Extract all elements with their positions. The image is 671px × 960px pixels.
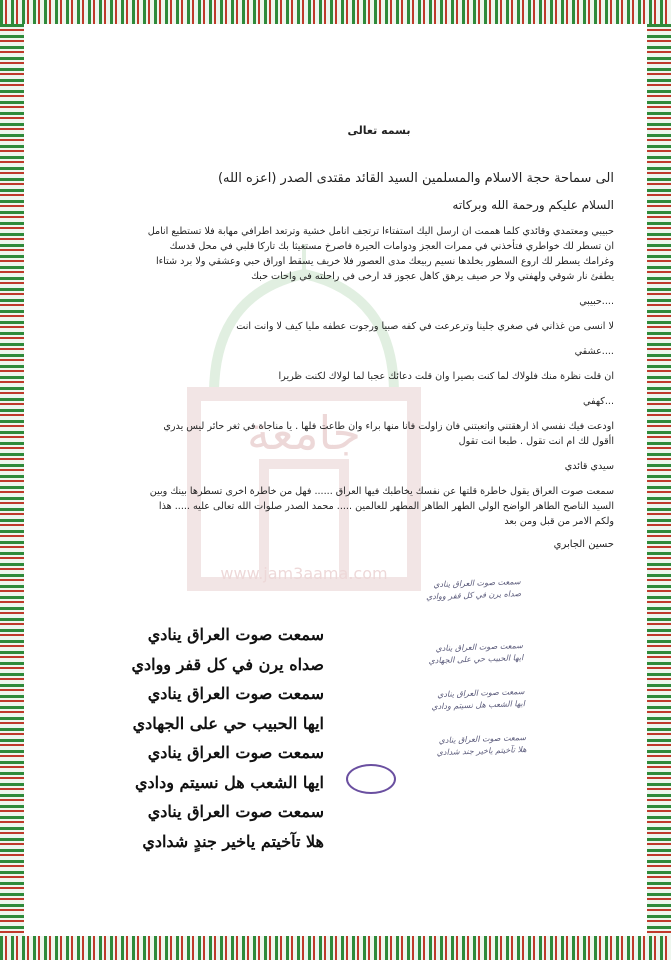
decorative-border-top bbox=[0, 0, 671, 24]
handwritten-line: ايها الشعب هل نسيتم ودادي bbox=[431, 699, 526, 712]
typed-letter bbox=[144, 124, 614, 550]
handwritten-line: سمعت صوت العراق ينادي bbox=[433, 577, 521, 590]
letter-paragraph: حبيبي ومعتمدي وقائدي كلما هممت ان ارسل اليك استفتاءا ترتجف انامل خشية وترتعد اطرافي مهابة فلا تستطيع انامل ان تسطر لك خواطري فتأخذني في ممرات العجز ودوامات الحيرة فاصرخ مستغيثا بك تاركا قلبي في محل قدسك وغرامك يسطر لك اروع السطور يخلدها نسيم ربيعك مدى العصور فلا خريف يسقط اوراق حبي وعشقي ولا برد شتاءا يطفئ نار شوقي ولهفتي ولا حر صيف يرهق كاهل عجوز قد ارخى في راحلته في واحات حبك bbox=[147, 226, 614, 282]
handwritten-pair bbox=[351, 576, 522, 606]
watermark-url: www.jam3aama.com bbox=[220, 564, 388, 583]
handwritten-line: هلا تآخيتم ياخير جند شدادي bbox=[436, 744, 527, 758]
handwritten-pair bbox=[354, 686, 525, 716]
watermark-text: جامعة bbox=[247, 406, 361, 460]
handwritten-pair bbox=[353, 640, 524, 670]
letter-address: الى سماحة حجة الاسلام والمسلمين السيد القائد مقتدى الصدر (اعزه الله) bbox=[217, 171, 614, 186]
signature-stamp bbox=[346, 764, 396, 794]
poem-line: سمعت صوت العراق ينادي bbox=[147, 625, 324, 644]
decorative-border-right bbox=[647, 24, 671, 936]
poem-line: صداه يرن في كل قفر ووادي bbox=[131, 654, 324, 674]
letter-paragraph: اودعت فيك نفسي اذ ارهقتني واتعبتني فان زاولت فانا منها براء وان طاعت فلها . يا مناجاة في ثغر حائر ليس يدري اأقول لك ام انت تقول . طبعا انت تقول bbox=[163, 421, 614, 447]
letter-paragraph: ....حبيبي bbox=[579, 296, 614, 307]
handwritten-line: ايها الحبيب حي على الجهادي bbox=[428, 653, 524, 666]
poem-line: سمعت صوت العراق ينادي bbox=[147, 743, 324, 762]
handwritten-line: سمعت صوت العراق ينادي bbox=[436, 687, 525, 700]
decorative-border-left bbox=[0, 24, 24, 936]
poem-line: سمعت صوت العراق ينادي bbox=[147, 684, 324, 703]
poem-line: سمعت صوت العراق ينادي bbox=[147, 802, 324, 821]
decorative-border-bottom bbox=[0, 936, 671, 960]
handwritten-line: سمعت صوت العراق ينادي bbox=[435, 641, 524, 654]
basmala-heading: بسمه تعالى bbox=[347, 124, 411, 137]
letter-paragraph: سمعت صوت العراق يقول خاطرة قلتها عن نفسك يخاطبك فيها العراق ...... فهل من خاطرة اخرى تسطرها بينك وبين السيد الناصح الطاهر الواضح الولي الطهر الطاهر المطهر للعالمين ..... محمد الصدر صلوات الله تعالى عليه ..... هذا ولكم الامر من قبل ومن بعد bbox=[149, 486, 614, 527]
poem-line: هلا تآخيتم ياخير جندٍ شدادي bbox=[142, 831, 324, 851]
letter-body bbox=[144, 224, 614, 529]
letter-paragraph: لا انسى من غذاني في صغري جلينا وترعرعت في كفه صبيا ورجوت عطفه مليا كيف لا وانت انت bbox=[236, 321, 614, 332]
poem-verses bbox=[64, 620, 324, 856]
letter-paragraph: سيدي قائدي bbox=[564, 461, 614, 472]
letter-greeting: السلام عليكم ورحمة الله وبركاته bbox=[452, 198, 614, 212]
handwritten-line: سمعت صوت العراق ينادي bbox=[438, 732, 527, 746]
letter-paragraph: ....عشقي bbox=[574, 346, 614, 357]
handwritten-line: صداه يرن في كل قفر ووادي bbox=[425, 589, 522, 602]
handwritten-verses bbox=[351, 576, 528, 784]
letter-paragraph: ...كهفي bbox=[583, 396, 614, 407]
poem-line: ايها الشعب هل نسيتم ودادي bbox=[135, 772, 324, 792]
handwritten-pair bbox=[356, 732, 527, 762]
signature-name: حسين الجابري bbox=[553, 539, 614, 550]
letter-page bbox=[24, 24, 647, 936]
letter-paragraph: ان قلت نظرة منك فلولاك لما كنت بصيرا وان قلت دعائك عجبا لما لولاك لكنت ظريرا bbox=[278, 371, 614, 382]
poem-line: ايها الحبيب حي على الجهادي bbox=[132, 713, 324, 733]
